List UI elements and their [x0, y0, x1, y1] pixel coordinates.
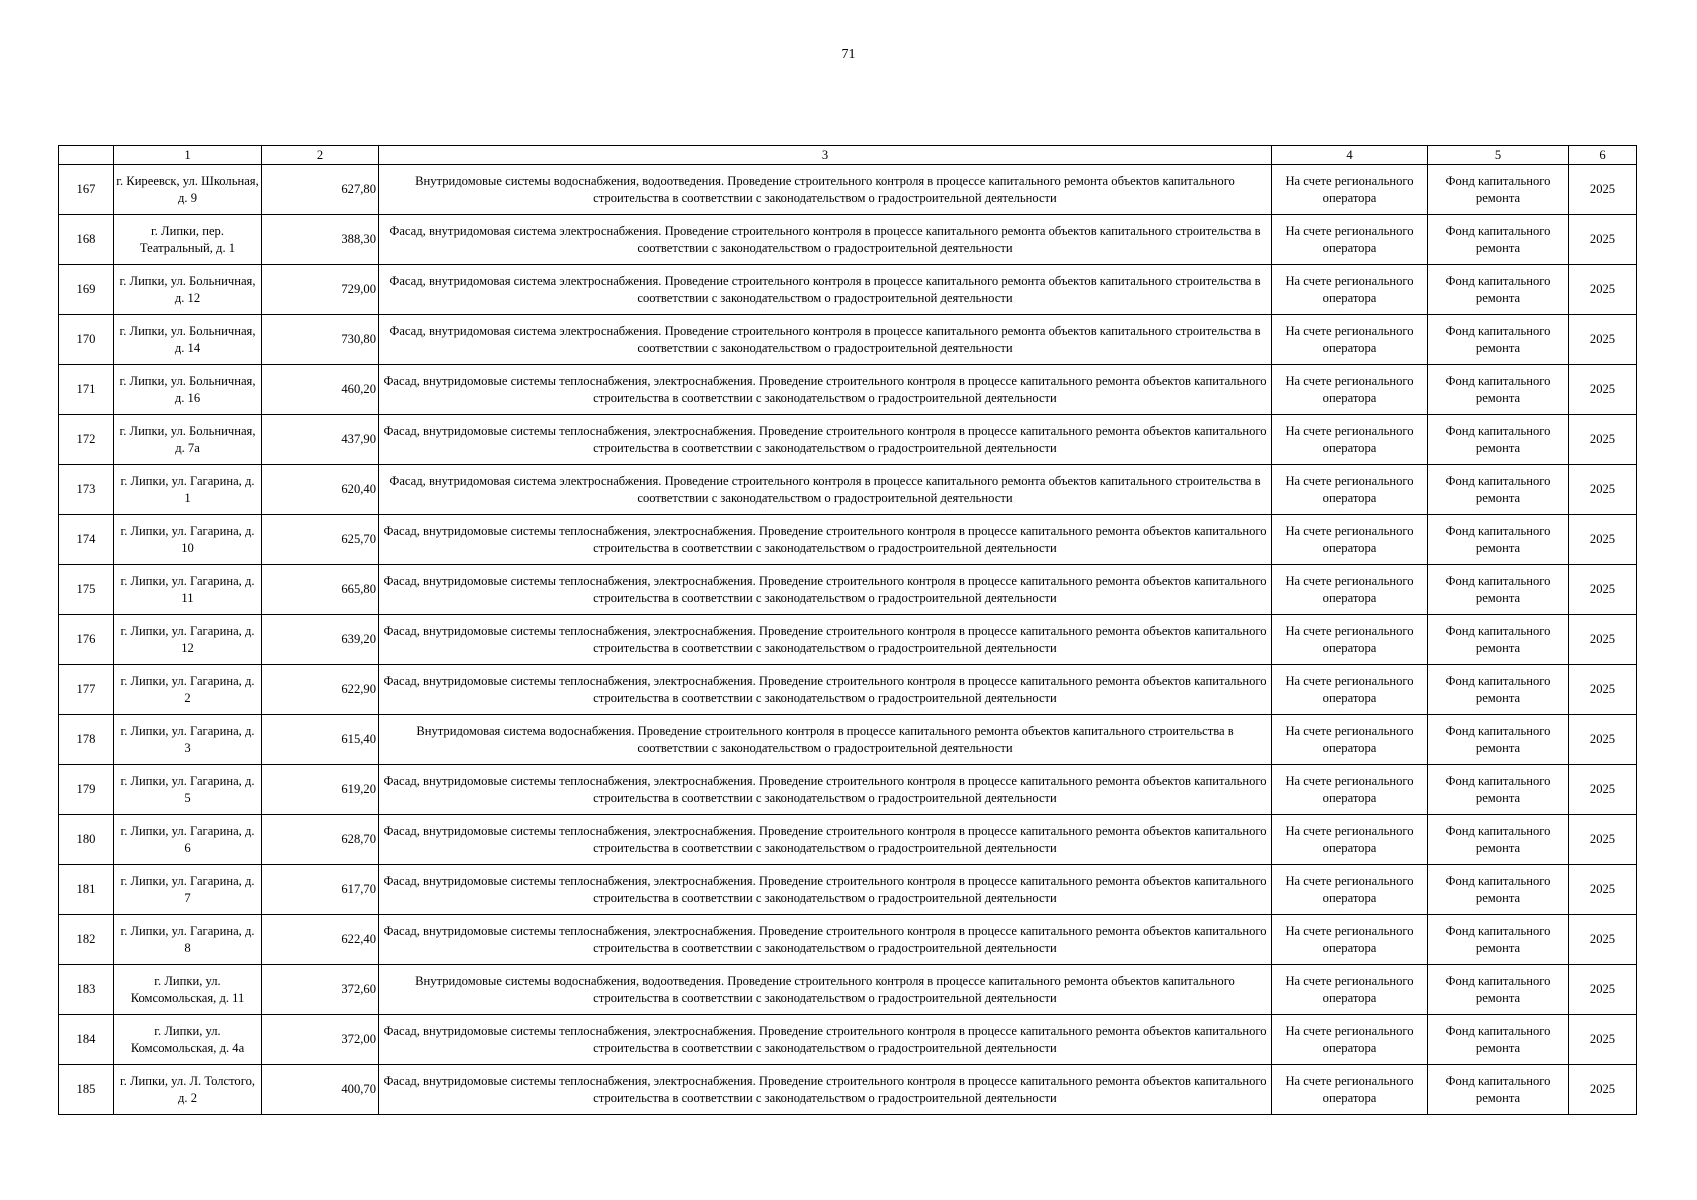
area-cell: 437,90 [262, 415, 379, 465]
table-row [59, 1065, 1637, 1115]
row-number: 177 [59, 665, 114, 715]
address-cell: г. Липки, ул. Гагарина, д. 6 [114, 815, 262, 865]
account-cell: На счете регионального оператора [1272, 665, 1428, 715]
address-cell: г. Киреевск, ул. Школьная, д. 9 [114, 165, 262, 215]
page-number: 71 [841, 47, 856, 62]
account-cell: На счете регионального оператора [1272, 265, 1428, 315]
year-cell: 2025 [1569, 565, 1637, 615]
header-cell-4: 4 [1272, 146, 1428, 165]
work-description-cell: Фасад, внутридомовые системы теплоснабжения, электроснабжения. Проведение строительного контроля в процессе капитального ремонта объектов капитального строительства в соответствии с законодательством о градостроительной деятельности [379, 1015, 1272, 1065]
row-number: 174 [59, 515, 114, 565]
funding-source-cell: Фонд капитального ремонта [1428, 915, 1569, 965]
repair-program-table [58, 145, 1637, 1115]
work-description-cell: Фасад, внутридомовые системы теплоснабжения, электроснабжения. Проведение строительного контроля в процессе капитального ремонта объектов капитального строительства в соответствии с законодательством о градостроительной деятельности [379, 515, 1272, 565]
work-description-cell: Фасад, внутридомовые системы теплоснабжения, электроснабжения. Проведение строительного контроля в процессе капитального ремонта объектов капитального строительства в соответствии с законодательством о градостроительной деятельности [379, 415, 1272, 465]
work-description-cell: Фасад, внутридомовые системы теплоснабжения, электроснабжения. Проведение строительного контроля в процессе капитального ремонта объектов капитального строительства в соответствии с законодательством о градостроительной деятельности [379, 915, 1272, 965]
funding-source-cell: Фонд капитального ремонта [1428, 415, 1569, 465]
table-row [59, 1015, 1637, 1065]
table-row [59, 565, 1637, 615]
area-cell: 639,20 [262, 615, 379, 665]
funding-source-cell: Фонд капитального ремонта [1428, 265, 1569, 315]
year-cell: 2025 [1569, 615, 1637, 665]
table-row [59, 665, 1637, 715]
table-row [59, 615, 1637, 665]
address-cell: г. Липки, ул. Гагарина, д. 12 [114, 615, 262, 665]
table-row [59, 315, 1637, 365]
funding-source-cell: Фонд капитального ремонта [1428, 365, 1569, 415]
work-description-cell: Фасад, внутридомовая система электроснабжения. Проведение строительного контроля в процессе капитального ремонта объектов капитального строительства в соответствии с законодательством о градостроительной деятельности [379, 265, 1272, 315]
row-number: 176 [59, 615, 114, 665]
area-cell: 617,70 [262, 865, 379, 915]
header-row [59, 146, 1637, 165]
address-cell: г. Липки, ул. Больничная, д. 16 [114, 365, 262, 415]
account-cell: На счете регионального оператора [1272, 765, 1428, 815]
area-cell: 388,30 [262, 215, 379, 265]
account-cell: На счете регионального оператора [1272, 615, 1428, 665]
row-number: 178 [59, 715, 114, 765]
address-cell: г. Липки, пер. Театральный, д. 1 [114, 215, 262, 265]
table-row [59, 965, 1637, 1015]
year-cell: 2025 [1569, 865, 1637, 915]
year-cell: 2025 [1569, 315, 1637, 365]
account-cell: На счете регионального оператора [1272, 1015, 1428, 1065]
funding-source-cell: Фонд капитального ремонта [1428, 165, 1569, 215]
work-description-cell: Фасад, внутридомовая система электроснабжения. Проведение строительного контроля в процессе капитального ремонта объектов капитального строительства в соответствии с законодательством о градостроительной деятельности [379, 215, 1272, 265]
funding-source-cell: Фонд капитального ремонта [1428, 515, 1569, 565]
year-cell: 2025 [1569, 265, 1637, 315]
table-body [59, 165, 1637, 1115]
year-cell: 2025 [1569, 965, 1637, 1015]
year-cell: 2025 [1569, 665, 1637, 715]
header-cell-6: 6 [1569, 146, 1637, 165]
account-cell: На счете регионального оператора [1272, 515, 1428, 565]
funding-source-cell: Фонд капитального ремонта [1428, 765, 1569, 815]
header-cell-1: 1 [114, 146, 262, 165]
funding-source-cell: Фонд капитального ремонта [1428, 315, 1569, 365]
area-cell: 627,80 [262, 165, 379, 215]
year-cell: 2025 [1569, 1065, 1637, 1115]
address-cell: г. Липки, ул. Л. Толстого, д. 2 [114, 1065, 262, 1115]
area-cell: 729,00 [262, 265, 379, 315]
account-cell: На счете регионального оператора [1272, 365, 1428, 415]
row-number: 169 [59, 265, 114, 315]
row-number: 170 [59, 315, 114, 365]
year-cell: 2025 [1569, 1015, 1637, 1065]
work-description-cell: Внутридомовые системы водоснабжения, водоотведения. Проведение строительного контроля в процессе капитального ремонта объектов капитального строительства в соответствии с законодательством о градостроительной деятельности [379, 965, 1272, 1015]
work-description-cell: Фасад, внутридомовые системы теплоснабжения, электроснабжения. Проведение строительного контроля в процессе капитального ремонта объектов капитального строительства в соответствии с законодательством о градостроительной деятельности [379, 865, 1272, 915]
work-description-cell: Фасад, внутридомовые системы теплоснабжения, электроснабжения. Проведение строительного контроля в процессе капитального ремонта объектов капитального строительства в соответствии с законодательством о градостроительной деятельности [379, 1065, 1272, 1115]
account-cell: На счете регионального оператора [1272, 915, 1428, 965]
area-cell: 372,00 [262, 1015, 379, 1065]
row-number: 168 [59, 215, 114, 265]
row-number: 175 [59, 565, 114, 615]
header-cell-2: 2 [262, 146, 379, 165]
work-description-cell: Фасад, внутридомовая система электроснабжения. Проведение строительного контроля в процессе капитального ремонта объектов капитального строительства в соответствии с законодательством о градостроительной деятельности [379, 465, 1272, 515]
funding-source-cell: Фонд капитального ремонта [1428, 965, 1569, 1015]
area-cell: 620,40 [262, 465, 379, 515]
header-cell-number [59, 146, 114, 165]
funding-source-cell: Фонд капитального ремонта [1428, 715, 1569, 765]
address-cell: г. Липки, ул. Гагарина, д. 2 [114, 665, 262, 715]
row-number: 184 [59, 1015, 114, 1065]
year-cell: 2025 [1569, 165, 1637, 215]
work-description-cell: Фасад, внутридомовые системы теплоснабжения, электроснабжения. Проведение строительного контроля в процессе капитального ремонта объектов капитального строительства в соответствии с законодательством о градостроительной деятельности [379, 615, 1272, 665]
area-cell: 622,40 [262, 915, 379, 965]
table-row [59, 515, 1637, 565]
work-description-cell: Внутридомовые системы водоснабжения, водоотведения. Проведение строительного контроля в процессе капитального ремонта объектов капитального строительства в соответствии с законодательством о градостроительной деятельности [379, 165, 1272, 215]
row-number: 173 [59, 465, 114, 515]
year-cell: 2025 [1569, 815, 1637, 865]
table-row [59, 265, 1637, 315]
account-cell: На счете регионального оператора [1272, 815, 1428, 865]
funding-source-cell: Фонд капитального ремонта [1428, 565, 1569, 615]
table-row [59, 215, 1637, 265]
account-cell: На счете регионального оператора [1272, 965, 1428, 1015]
account-cell: На счете регионального оператора [1272, 215, 1428, 265]
funding-source-cell: Фонд капитального ремонта [1428, 1015, 1569, 1065]
table-row [59, 715, 1637, 765]
row-number: 167 [59, 165, 114, 215]
address-cell: г. Липки, ул. Гагарина, д. 10 [114, 515, 262, 565]
address-cell: г. Липки, ул. Гагарина, д. 5 [114, 765, 262, 815]
area-cell: 665,80 [262, 565, 379, 615]
area-cell: 372,60 [262, 965, 379, 1015]
area-cell: 619,20 [262, 765, 379, 815]
area-cell: 615,40 [262, 715, 379, 765]
funding-source-cell: Фонд капитального ремонта [1428, 815, 1569, 865]
work-description-cell: Фасад, внутридомовые системы теплоснабжения, электроснабжения. Проведение строительного контроля в процессе капитального ремонта объектов капитального строительства в соответствии с законодательством о градостроительной деятельности [379, 365, 1272, 415]
funding-source-cell: Фонд капитального ремонта [1428, 465, 1569, 515]
row-number: 182 [59, 915, 114, 965]
funding-source-cell: Фонд капитального ремонта [1428, 665, 1569, 715]
address-cell: г. Липки, ул. Больничная, д. 14 [114, 315, 262, 365]
row-number: 185 [59, 1065, 114, 1115]
account-cell: На счете регионального оператора [1272, 315, 1428, 365]
account-cell: На счете регионального оператора [1272, 1065, 1428, 1115]
work-description-cell: Фасад, внутридомовые системы теплоснабжения, электроснабжения. Проведение строительного контроля в процессе капитального ремонта объектов капитального строительства в соответствии с законодательством о градостроительной деятельности [379, 765, 1272, 815]
work-description-cell: Фасад, внутридомовые системы теплоснабжения, электроснабжения. Проведение строительного контроля в процессе капитального ремонта объектов капитального строительства в соответствии с законодательством о градостроительной деятельности [379, 565, 1272, 615]
address-cell: г. Липки, ул. Больничная, д. 7а [114, 415, 262, 465]
table-row [59, 765, 1637, 815]
address-cell: г. Липки, ул. Комсомольская, д. 4а [114, 1015, 262, 1065]
table-row [59, 165, 1637, 215]
funding-source-cell: Фонд капитального ремонта [1428, 215, 1569, 265]
row-number: 181 [59, 865, 114, 915]
year-cell: 2025 [1569, 715, 1637, 765]
work-description-cell: Фасад, внутридомовые системы теплоснабжения, электроснабжения. Проведение строительного контроля в процессе капитального ремонта объектов капитального строительства в соответствии с законодательством о градостроительной деятельности [379, 815, 1272, 865]
work-description-cell: Внутридомовая система водоснабжения. Проведение строительного контроля в процессе капитального ремонта объектов капитального строительства в соответствии с законодательством о градостроительной деятельности [379, 715, 1272, 765]
table-row [59, 415, 1637, 465]
account-cell: На счете регионального оператора [1272, 565, 1428, 615]
work-description-cell: Фасад, внутридомовая система электроснабжения. Проведение строительного контроля в процессе капитального ремонта объектов капитального строительства в соответствии с законодательством о градостроительной деятельности [379, 315, 1272, 365]
year-cell: 2025 [1569, 515, 1637, 565]
address-cell: г. Липки, ул. Гагарина, д. 1 [114, 465, 262, 515]
area-cell: 625,70 [262, 515, 379, 565]
funding-source-cell: Фонд капитального ремонта [1428, 1065, 1569, 1115]
address-cell: г. Липки, ул. Гагарина, д. 11 [114, 565, 262, 615]
address-cell: г. Липки, ул. Гагарина, д. 3 [114, 715, 262, 765]
year-cell: 2025 [1569, 215, 1637, 265]
funding-source-cell: Фонд капитального ремонта [1428, 615, 1569, 665]
row-number: 179 [59, 765, 114, 815]
table-row [59, 865, 1637, 915]
row-number: 183 [59, 965, 114, 1015]
row-number: 180 [59, 815, 114, 865]
area-cell: 622,90 [262, 665, 379, 715]
address-cell: г. Липки, ул. Больничная, д. 12 [114, 265, 262, 315]
table-row [59, 465, 1637, 515]
address-cell: г. Липки, ул. Комсомольская, д. 11 [114, 965, 262, 1015]
area-cell: 730,80 [262, 315, 379, 365]
account-cell: На счете регионального оператора [1272, 465, 1428, 515]
area-cell: 460,20 [262, 365, 379, 415]
year-cell: 2025 [1569, 415, 1637, 465]
work-description-cell: Фасад, внутридомовые системы теплоснабжения, электроснабжения. Проведение строительного контроля в процессе капитального ремонта объектов капитального строительства в соответствии с законодательством о градостроительной деятельности [379, 665, 1272, 715]
row-number: 172 [59, 415, 114, 465]
funding-source-cell: Фонд капитального ремонта [1428, 865, 1569, 915]
account-cell: На счете регионального оператора [1272, 415, 1428, 465]
address-cell: г. Липки, ул. Гагарина, д. 8 [114, 915, 262, 965]
header-cell-5: 5 [1428, 146, 1569, 165]
table-row [59, 915, 1637, 965]
table-row [59, 365, 1637, 415]
year-cell: 2025 [1569, 915, 1637, 965]
account-cell: На счете регионального оператора [1272, 865, 1428, 915]
year-cell: 2025 [1569, 465, 1637, 515]
year-cell: 2025 [1569, 365, 1637, 415]
table-header [59, 146, 1637, 165]
row-number: 171 [59, 365, 114, 415]
account-cell: На счете регионального оператора [1272, 715, 1428, 765]
address-cell: г. Липки, ул. Гагарина, д. 7 [114, 865, 262, 915]
header-cell-3: 3 [379, 146, 1272, 165]
account-cell: На счете регионального оператора [1272, 165, 1428, 215]
area-cell: 400,70 [262, 1065, 379, 1115]
year-cell: 2025 [1569, 765, 1637, 815]
area-cell: 628,70 [262, 815, 379, 865]
table-row [59, 815, 1637, 865]
